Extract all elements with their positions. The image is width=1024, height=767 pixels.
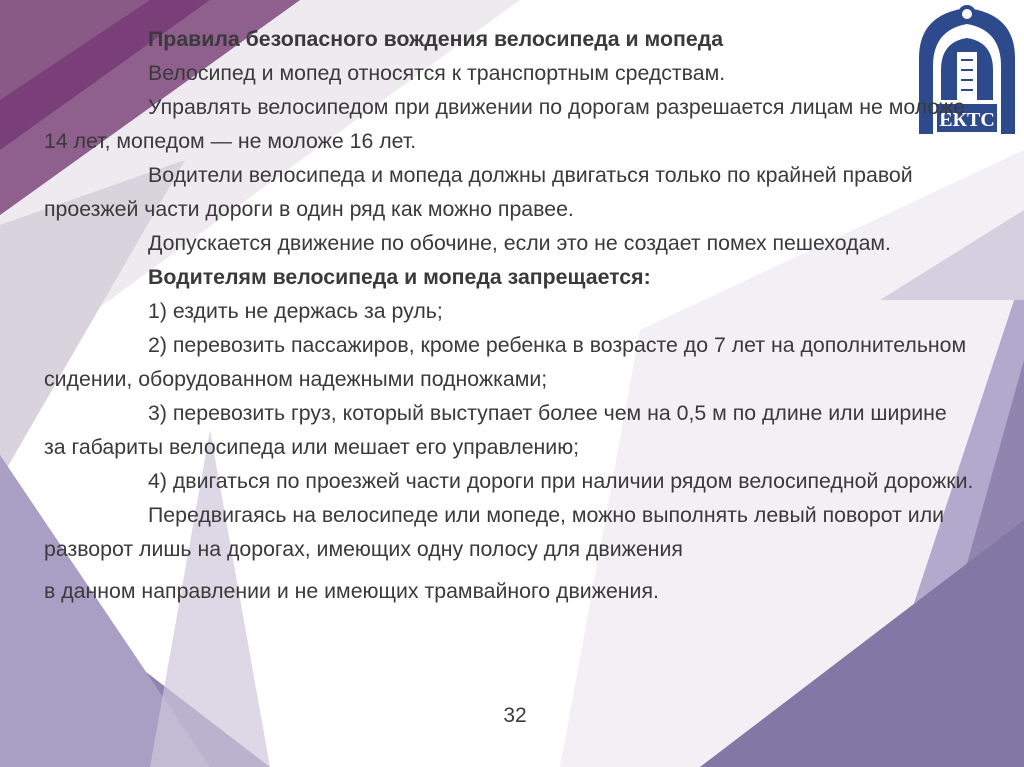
paragraph-vehicles: Велосипед и мопед относятся к транспортным средствам. [148, 61, 726, 85]
page-number: 32 [503, 704, 527, 727]
closing-paragraph: Передвигаясь на велосипеде или мопеде, можно выполнять левый поворот или разворот лишь на дорогах, имеющих одну полосу для движения [44, 503, 945, 561]
closing-paragraph-continuation: в данном направлении и не имеющих трамвайного движения. [44, 579, 659, 603]
paragraph-shoulder: Допускается движение по обочине, если это не создает помех пешеходам. [148, 231, 891, 255]
slide-title: Правила безопасного вождения велосипеда и мопеда [148, 27, 724, 51]
paragraph-lane-position: Водители велосипеда и мопеда должны двигаться только по крайней правой проезжей части дороги в один ряд как можно правее. [44, 163, 913, 221]
paragraph-age-limits: Управлять велосипедом при движении по дорогам разрешается лицам не моложе 14 лет, мопедом — не моложе 16 лет. [44, 95, 966, 153]
prohibited-item: 1) ездить не держась за руль; [148, 299, 443, 323]
logo-text: ЕКТС [939, 109, 995, 131]
prohibited-item: 4) двигаться по проезжей части дороги при наличии рядом велосипедной дорожки. [148, 469, 974, 493]
prohibited-item: 3) перевозить груз, который выступает более чем на 0,5 м по длине или ширине за габариты велосипеда или мешает его управлению; [44, 401, 947, 459]
slide-content [44, 22, 974, 608]
prohibited-item: 2) перевозить пассажиров, кроме ребенка в возрасте до 7 лет на дополнительном сидении, оборудованном надежными подножками; [44, 333, 967, 391]
prohibited-heading: Водителям велосипеда и мопеда запрещается: [148, 265, 651, 289]
